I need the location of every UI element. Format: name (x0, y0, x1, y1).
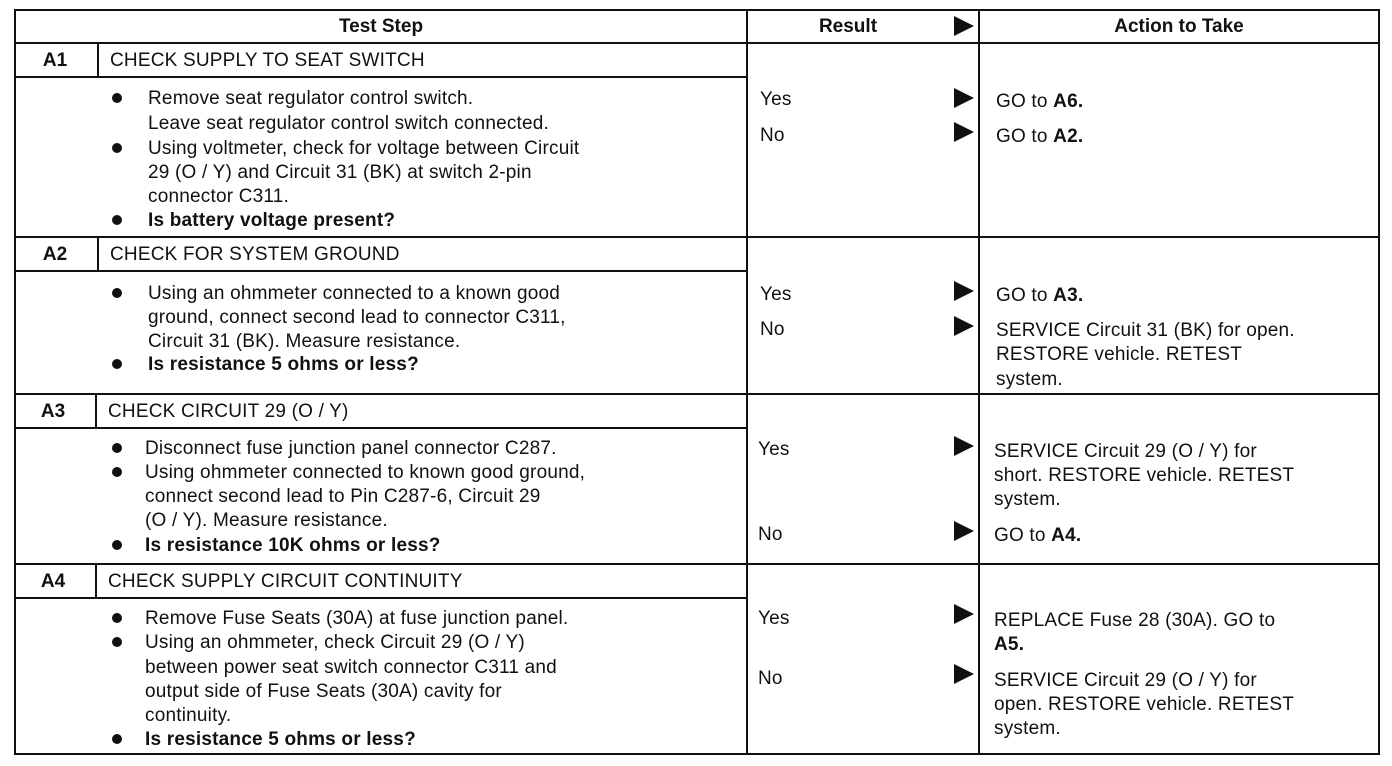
arrow-icon (954, 604, 974, 624)
action-text: SERVICE Circuit 31 (BK) for open. (996, 320, 1295, 341)
table-border-right (1378, 9, 1380, 755)
step-title: CHECK SUPPLY TO SEAT SWITCH (110, 50, 425, 71)
step-instruction: connect second lead to Pin C287-6, Circuit 29 (145, 486, 541, 507)
id-divider (95, 395, 97, 428)
section-divider (14, 563, 1380, 565)
action-text: open. RESTORE vehicle. RETEST (994, 694, 1295, 715)
id-divider (97, 44, 99, 77)
step-instruction: continuity. (145, 705, 232, 726)
step-instruction: Disconnect fuse junction panel connector C287. (145, 438, 557, 459)
bullet-icon (112, 288, 122, 298)
id-divider (97, 238, 99, 271)
arrow-icon (954, 436, 974, 456)
action-text: SERVICE Circuit 29 (O / Y) for (994, 670, 1257, 691)
bullet-icon (112, 215, 122, 225)
step-instruction: Leave seat regulator control switch connected. (148, 113, 550, 134)
arrow-icon (954, 16, 974, 36)
result-no: No (758, 524, 783, 545)
title-underline (14, 270, 747, 272)
bullet-icon (112, 143, 122, 153)
header-result: Result (818, 16, 878, 37)
action-text: system. (996, 369, 1063, 390)
arrow-icon (954, 316, 974, 336)
action-text: system. (994, 718, 1061, 739)
action-text: REPLACE Fuse 28 (30A). GO to (994, 610, 1276, 631)
title-underline (14, 427, 747, 429)
result-yes: Yes (760, 89, 792, 110)
action-text: system. (994, 489, 1061, 510)
arrow-icon (954, 521, 974, 541)
result-yes: Yes (760, 284, 792, 305)
table-border-bottom (14, 753, 1380, 755)
id-divider (95, 565, 97, 598)
result-yes: Yes (758, 608, 790, 629)
step-title: CHECK CIRCUIT 29 (O / Y) (108, 401, 349, 422)
step-instruction: Using voltmeter, check for voltage between Circuit (148, 138, 580, 159)
step-instruction: (O / Y). Measure resistance. (145, 510, 388, 531)
step-question: Is resistance 10K ohms or less? (145, 535, 441, 556)
column-divider-result (746, 9, 748, 755)
step-instruction: Using ohmmeter connected to known good ground, (145, 462, 586, 483)
table-border-top (14, 9, 1380, 11)
step-instruction: between power seat switch connector C311 and (145, 657, 557, 678)
step-title: CHECK FOR SYSTEM GROUND (110, 244, 400, 265)
arrow-icon (954, 122, 974, 142)
result-no: No (760, 319, 785, 340)
bullet-icon (112, 467, 122, 477)
bullet-icon (112, 734, 122, 744)
bullet-icon (112, 613, 122, 623)
arrow-icon (954, 664, 974, 684)
step-question: Is resistance 5 ohms or less? (148, 354, 419, 375)
step-instruction: Remove seat regulator control switch. (148, 88, 474, 109)
header-test-step: Test Step (338, 16, 424, 37)
header-action: Action to Take (1114, 16, 1244, 37)
step-question: Is battery voltage present? (148, 210, 396, 231)
step-instruction: Using an ohmmeter, check Circuit 29 (O / Y) (145, 632, 525, 653)
step-instruction: Circuit 31 (BK). Measure resistance. (148, 331, 461, 352)
action-text: SERVICE Circuit 29 (O / Y) for (994, 441, 1257, 462)
action-text: A5. (994, 634, 1025, 655)
step-id: A4 (40, 571, 66, 592)
header-divider (14, 42, 1380, 44)
section-divider (14, 393, 1380, 395)
result-yes: Yes (758, 439, 790, 460)
result-no: No (758, 668, 783, 689)
step-question: Is resistance 5 ohms or less? (145, 729, 416, 750)
step-instruction: ground, connect second lead to connector C311, (148, 307, 566, 328)
title-underline (14, 76, 747, 78)
step-instruction: Using an ohmmeter connected to a known good (148, 283, 561, 304)
bullet-icon (112, 359, 122, 369)
bullet-icon (112, 93, 122, 103)
arrow-icon (954, 281, 974, 301)
step-instruction: connector C311. (148, 186, 290, 207)
column-divider-action (978, 9, 980, 755)
table-border-left (14, 9, 16, 755)
arrow-icon (954, 88, 974, 108)
bullet-icon (112, 637, 122, 647)
step-title: CHECK SUPPLY CIRCUIT CONTINUITY (108, 571, 463, 592)
action-text: GO to A4. (994, 525, 1082, 546)
step-id: A3 (40, 401, 66, 422)
action-text: short. RESTORE vehicle. RETEST (994, 465, 1295, 486)
step-instruction: 29 (O / Y) and Circuit 31 (BK) at switch 2-pin (148, 162, 532, 183)
step-id: A2 (42, 244, 68, 265)
section-divider (14, 236, 1380, 238)
title-underline (14, 597, 747, 599)
step-instruction: output side of Fuse Seats (30A) cavity for (145, 681, 502, 702)
action-text: GO to A3. (996, 285, 1084, 306)
step-instruction: Remove Fuse Seats (30A) at fuse junction panel. (145, 608, 569, 629)
action-text: GO to A6. (996, 91, 1084, 112)
step-id: A1 (42, 50, 68, 71)
action-text: RESTORE vehicle. RETEST (996, 344, 1243, 365)
bullet-icon (112, 443, 122, 453)
result-no: No (760, 125, 785, 146)
bullet-icon (112, 540, 122, 550)
action-text: GO to A2. (996, 126, 1084, 147)
